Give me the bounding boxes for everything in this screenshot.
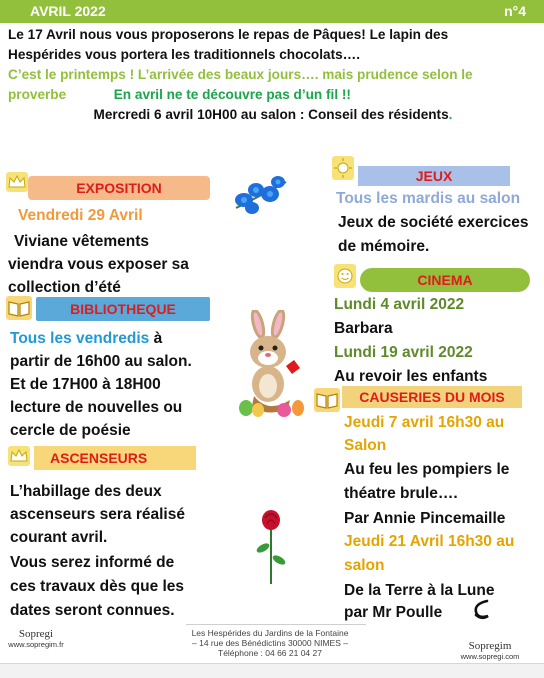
- causeries-date-2a: Jeudi 21 Avril 16h30 au: [344, 533, 515, 550]
- left-logo-url: www.sopregim.fr: [8, 640, 64, 649]
- bibliotheque-line-5: cercle de poésie: [10, 422, 131, 439]
- causeries-title: CAUSERIES DU MOIS: [342, 386, 522, 408]
- exposition-line-2: viendra vous exposer sa: [8, 256, 189, 273]
- causeries-date-1b: Salon: [344, 437, 387, 454]
- causeries-date-1a: Jeudi 7 avril 16h30 au: [344, 414, 505, 431]
- bibliotheque-line-2: partir de 16h00 au salon.: [10, 353, 192, 370]
- jeux-line-1: Jeux de société exercices: [338, 214, 529, 231]
- ascenseurs-line-2: ascenseurs sera réalisé: [10, 506, 185, 523]
- month-label: AVRIL 2022: [30, 3, 106, 19]
- crown-icon: [6, 172, 28, 192]
- conseil-text: Mercredi 6 avril 10H00 au salon : Conseil des résidents: [93, 107, 449, 122]
- bibliotheque-a: à: [149, 330, 163, 347]
- causeries-text-5: par Mr Poulle: [344, 604, 443, 621]
- conseil-dot: .: [448, 107, 453, 122]
- ascenseurs-line-4: Vous serez informé de: [10, 554, 175, 571]
- footer-right-logo: [454, 640, 526, 661]
- intro-line-1: Le 17 Avril nous vous proposerons le repas de Pâques! Le lapin des: [8, 27, 449, 42]
- jeux-title: JEUX: [358, 166, 510, 186]
- book-icon: [314, 388, 340, 412]
- causeries-text-4: De la Terre à la Lune: [344, 582, 495, 599]
- swirl-logo-icon: [470, 598, 494, 622]
- ascenseurs-title: ASCENSEURS: [34, 446, 196, 470]
- rose-image: [254, 508, 288, 586]
- crown-icon: [8, 446, 30, 466]
- issue-number: n°4: [504, 3, 526, 19]
- right-logo-url: www.sopregi.com: [460, 652, 520, 661]
- footer-address: [170, 628, 370, 658]
- intro-line-5: [8, 105, 538, 125]
- intro-line-3: C’est le printemps ! L’arrivée des beaux jours…. mais prudence selon le: [8, 67, 473, 82]
- smiley-icon: [334, 264, 356, 288]
- bibliotheque-days: Tous les vendredis: [10, 330, 150, 347]
- bunny-image: [228, 310, 314, 418]
- footer-left-logo: [8, 628, 64, 649]
- ascenseurs-line-1: L’habillage des deux: [10, 483, 162, 500]
- causeries-date-2b: salon: [344, 557, 385, 574]
- intro-proverbe-label: proverbe: [8, 87, 67, 102]
- causeries-text-3: Par Annie Pincemaille: [344, 510, 506, 527]
- ascenseurs-line-5: ces travaux dès que les: [10, 578, 185, 595]
- cinema-date-1: Lundi 4 avril 2022: [334, 296, 465, 313]
- exposition-date: Vendredi 29 Avril: [18, 207, 143, 224]
- bibliotheque-line-3: Et de 17H00 à 18H00: [10, 376, 161, 393]
- sun-icon: [332, 156, 354, 180]
- cinema-date-2: Lundi 19 avril 2022: [334, 344, 473, 361]
- right-logo-text: Sopregim: [468, 640, 512, 652]
- header-bar: [0, 0, 544, 23]
- cinema-title: CINEMA: [360, 268, 530, 292]
- ascenseurs-line-3: courant avril.: [10, 529, 108, 546]
- intro-line-4: [8, 85, 538, 105]
- left-logo-text: Sopregi: [18, 628, 54, 640]
- ascenseurs-line-6: dates seront connues.: [10, 602, 175, 619]
- exposition-line-1: Viviane vêtements: [14, 233, 149, 250]
- cinema-film-2: Au revoir les enfants: [334, 368, 488, 385]
- book-icon: [6, 296, 32, 320]
- jeux-line-2: de mémoire.: [338, 238, 430, 255]
- exposition-line-3: collection d’été: [8, 279, 121, 296]
- jeux-schedule: Tous les mardis au salon: [336, 190, 521, 207]
- footer-divider: [186, 624, 366, 625]
- intro-proverbe: En avril ne te découvre pas d’un fil !!: [113, 87, 351, 102]
- orchid-image: [226, 168, 296, 226]
- intro-line-2: Hespérides vous portera les traditionnels chocolats….: [8, 47, 361, 62]
- address-line-3: Téléphone : 04 66 21 04 27: [218, 648, 322, 658]
- causeries-text-1: Au feu les pompiers le: [344, 461, 510, 478]
- address-line-2: – 14 rue des Bénédictins 30000 NIMES –: [192, 638, 348, 648]
- exposition-title: EXPOSITION: [28, 176, 210, 200]
- intro-text: [8, 25, 538, 125]
- bibliotheque-line-1: [10, 327, 162, 350]
- address-line-1: Les Hespérides du Jardins de la Fontaine: [191, 628, 349, 638]
- bibliotheque-line-4: lecture de nouvelles ou: [10, 399, 183, 416]
- cinema-film-1: Barbara: [334, 320, 393, 337]
- page-bottom-bar: [0, 664, 544, 678]
- bibliotheque-title: BIBLIOTHEQUE: [36, 297, 210, 321]
- causeries-text-2: théatre brule….: [344, 485, 458, 502]
